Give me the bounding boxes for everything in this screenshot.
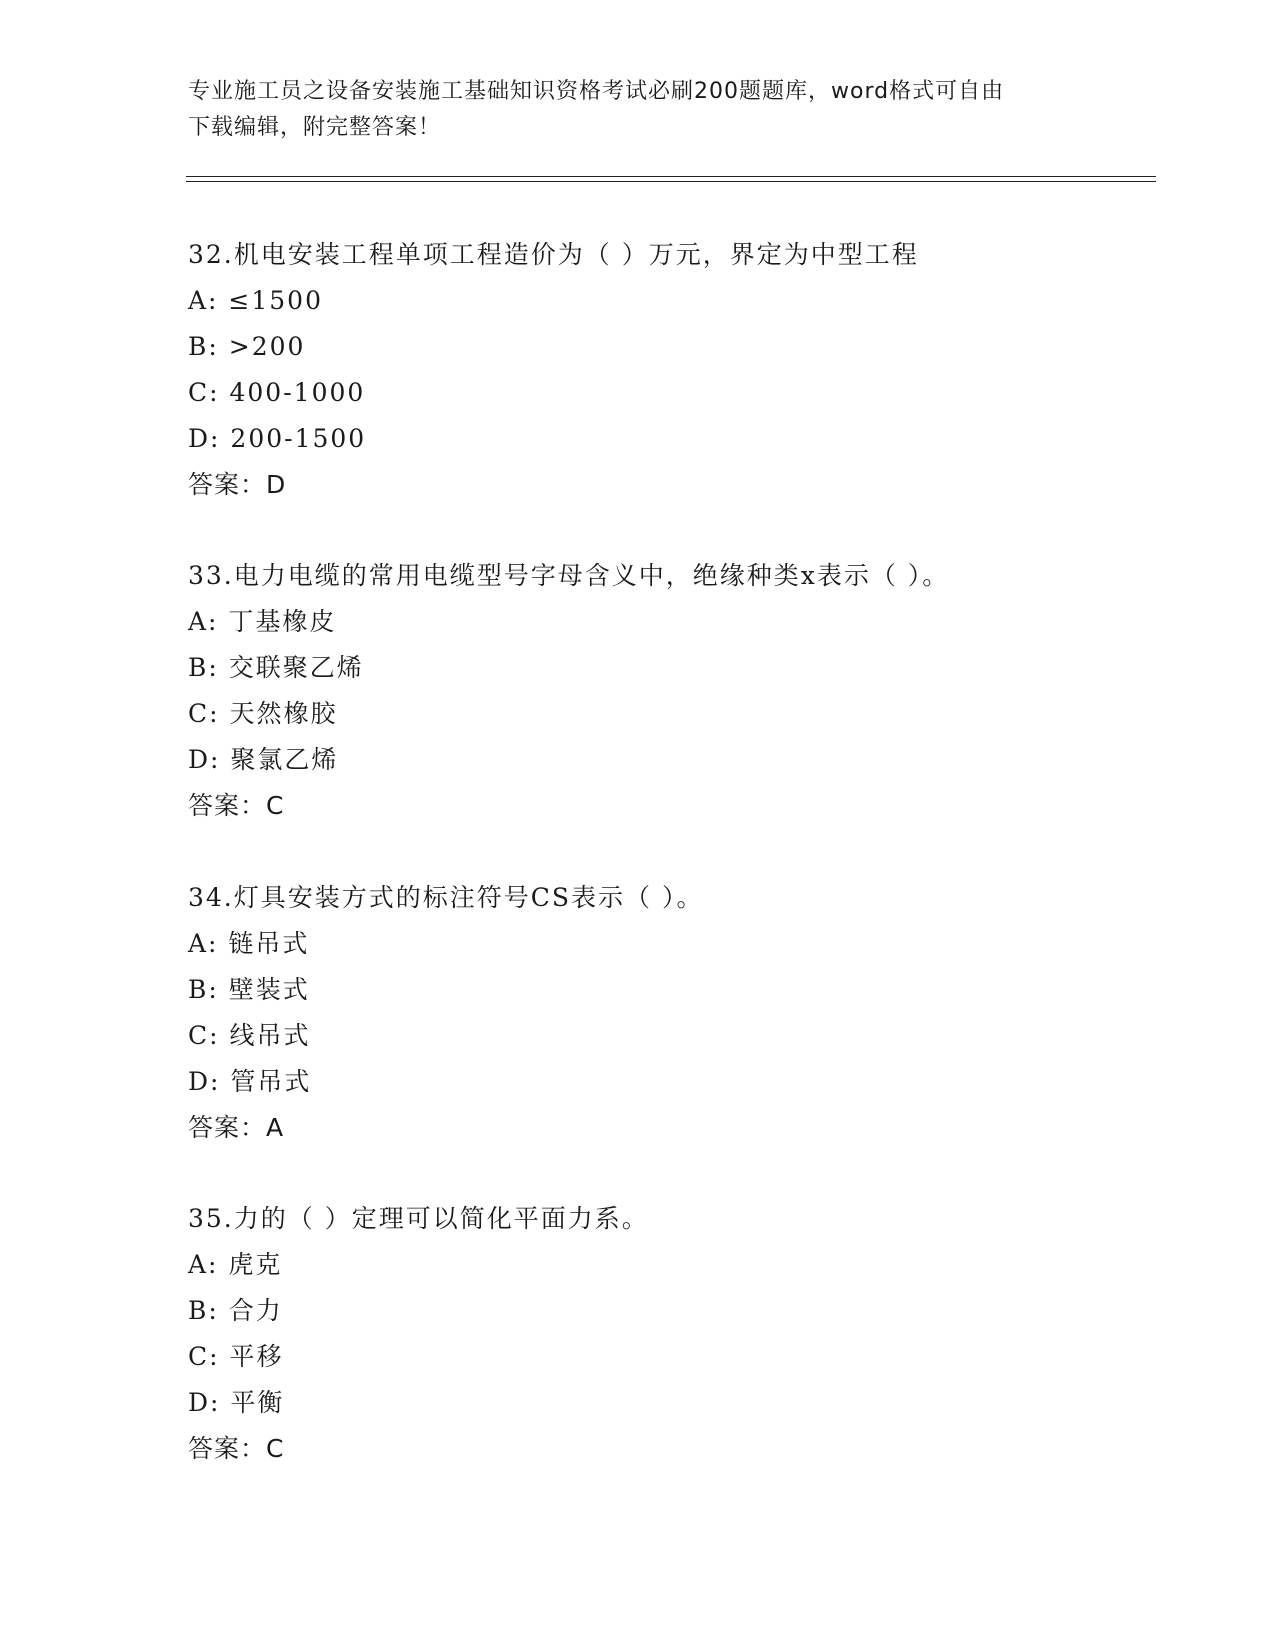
question-33 (188, 553, 1148, 829)
header-line-1: 专业施工员之设备安装施工基础知识资格考试必刷200题题库，word格式可自由 (188, 79, 1005, 104)
question-stem: 35.力的（ ）定理可以简化平面力系。 (188, 1204, 649, 1233)
question-35 (188, 1196, 1148, 1472)
answer: 答案：C (188, 1434, 285, 1463)
header-divider-top (186, 176, 1156, 177)
option-b: B: 交联聚乙烯 (188, 653, 364, 682)
option-d: D: 管吊式 (188, 1067, 312, 1096)
option-a: A: ≤1500 (188, 286, 323, 315)
question-stem: 32.机电安装工程单项工程造价为（ ）万元，界定为中型工程 (188, 240, 919, 269)
header-divider-bottom (186, 181, 1156, 182)
answer: 答案：D (188, 470, 287, 499)
option-b: B: 合力 (188, 1296, 283, 1325)
answer: 答案：C (188, 791, 285, 820)
option-c: C: 平移 (188, 1342, 284, 1371)
document-header (188, 74, 1088, 146)
option-d: D: 聚氯乙烯 (188, 745, 339, 774)
option-b: B: 壁装式 (188, 975, 310, 1004)
question-stem: 34.灯具安装方式的标注符号CS表示（ ）。 (188, 883, 704, 912)
header-line-2: 下载编辑，附完整答案！ (188, 115, 442, 140)
option-d: D: 平衡 (188, 1388, 285, 1417)
answer: 答案：A (188, 1113, 285, 1142)
option-c: C: 天然橡胶 (188, 699, 338, 728)
option-b: B: >200 (188, 332, 306, 361)
option-c: C: 400-1000 (188, 378, 366, 407)
question-32 (188, 232, 1148, 508)
option-d: D: 200-1500 (188, 424, 367, 453)
question-34 (188, 875, 1148, 1151)
question-stem: 33.电力电缆的常用电缆型号字母含义中，绝缘种类x表示（ ）。 (188, 561, 950, 590)
option-a: A: 链吊式 (188, 929, 310, 958)
option-a: A: 虎克 (188, 1250, 283, 1279)
option-a: A: 丁基橡皮 (188, 607, 337, 636)
option-c: C: 线吊式 (188, 1021, 311, 1050)
